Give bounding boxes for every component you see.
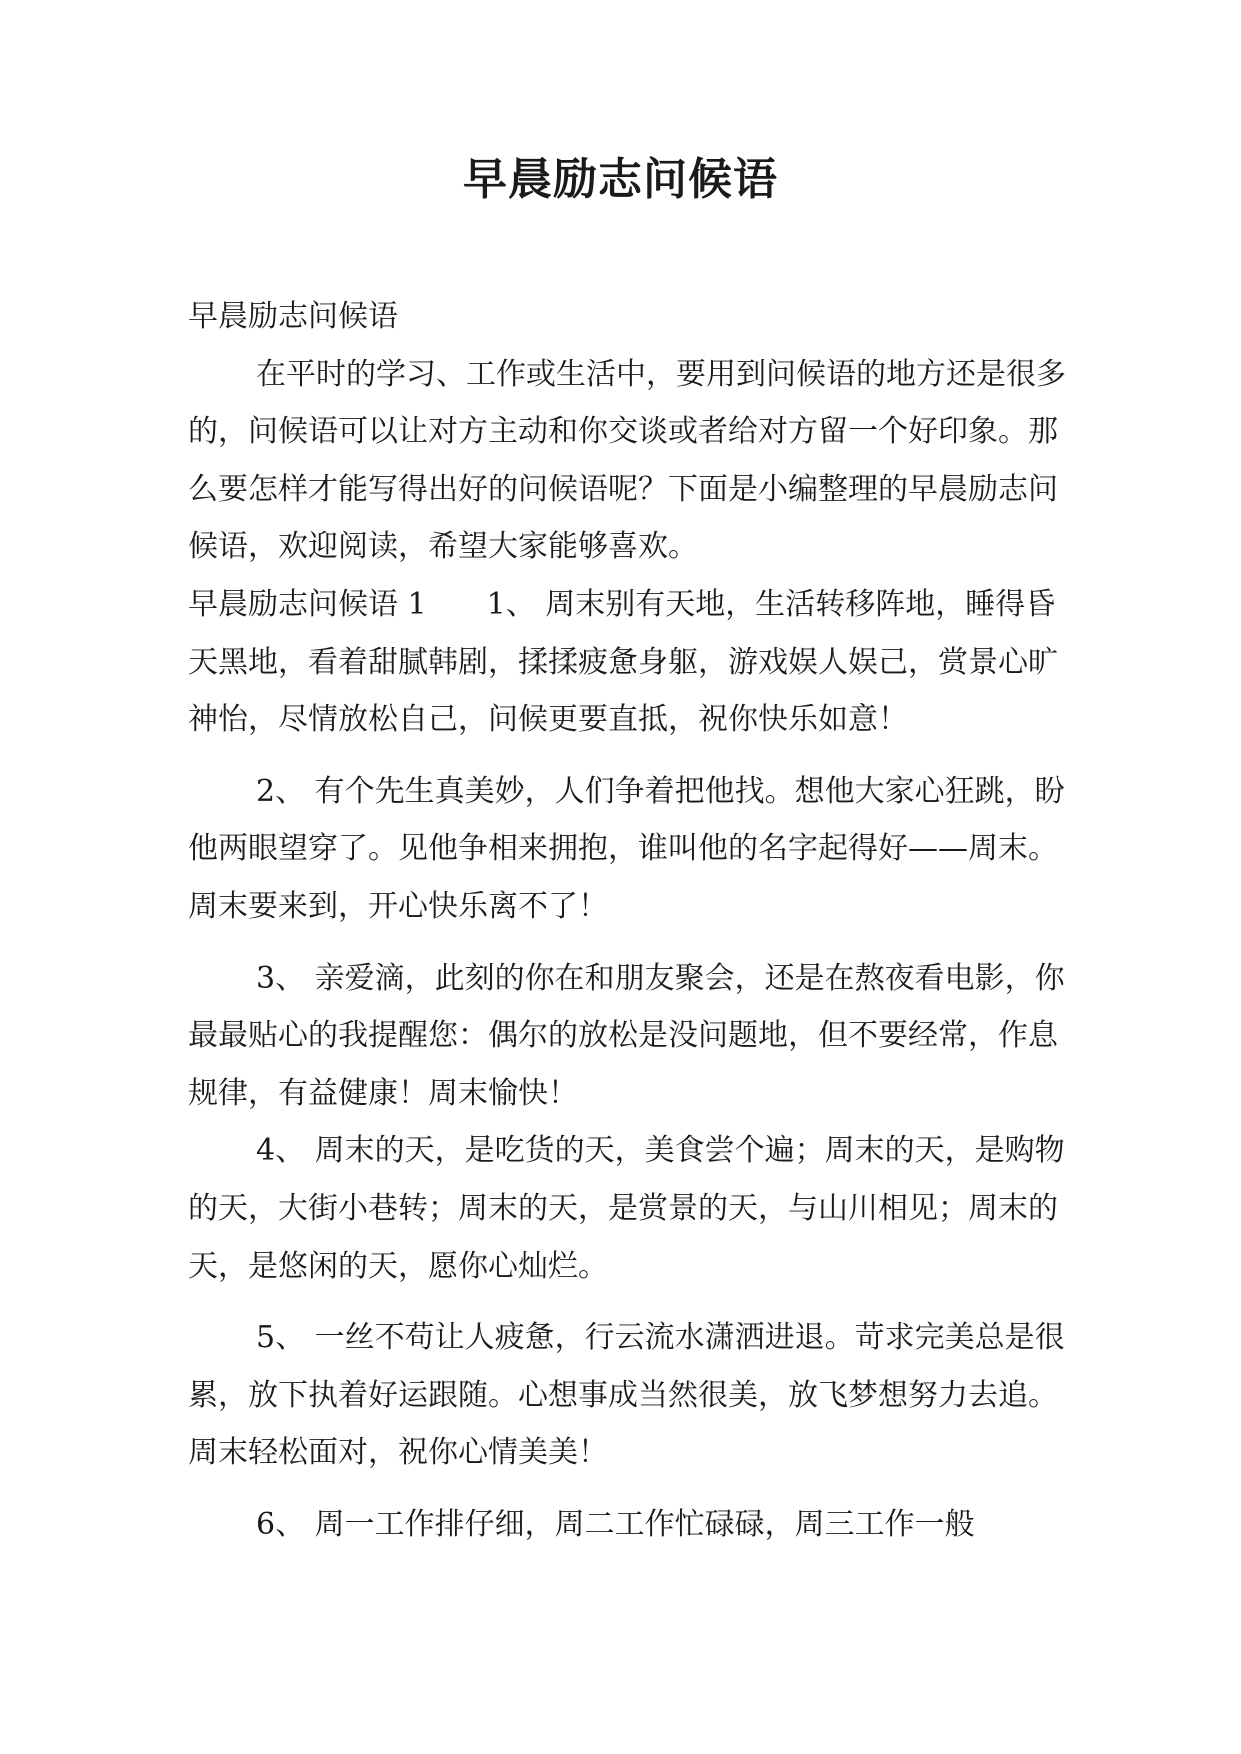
greeting-paragraph-4: 4、 周末的天，是吃货的天，美食尝个遍；周末的天，是购物的天，大街小巷转；周末的天，是赏景的天，与山川相见；周末的天，是悠闲的天，愿你心灿烂。 xyxy=(188,1133,1065,1284)
document-title: 早晨励志问候语 xyxy=(463,154,778,205)
intro-paragraph: 在平时的学习、工作或生活中，要用到问候语的地方还是很多的，问候语可以让对方主动和你交谈或者给对方留一个好印象。那么要怎样才能写得出好的问候语呢？下面是小编整理的早晨励志问候语，欢迎阅读，希望大家能够喜欢。 xyxy=(188,356,1066,565)
greeting-paragraph-2: 2、 有个先生真美妙，人们争着把他找。想他大家心狂跳，盼他两眼望穿了。见他争相来拥抱，谁叫他的名字起得好——周末。周末要来到，开心快乐离不了！ xyxy=(188,773,1065,924)
greeting-paragraph-5: 5、 一丝不苟让人疲惫，行云流水潇洒进退。苛求完美总是很累，放下执着好运跟随。心想事成当然很美，放飞梦想努力去追。周末轻松面对，祝你心情美美！ xyxy=(188,1320,1065,1471)
body-heading: 早晨励志问候语 xyxy=(188,299,398,334)
greeting-paragraph-3: 3、 亲爱滴，此刻的你在和朋友聚会，还是在熬夜看电影，你最最贴心的我提醒您：偶尔的放松是没问题地，但不要经常，作息规律，有益健康！周末愉快！ xyxy=(188,960,1065,1111)
greeting-paragraph-6: 6、 周一工作排仔细，周二工作忙碌碌，周三工作一般 xyxy=(256,1506,975,1542)
greeting-paragraph-1: 早晨励志问候语 1 1、 周末别有天地，生活转移阵地，睡得昏天黑地，看着甜腻韩剧，揉揉疲惫身躯，游戏娱人娱己，赏景心旷神怡，尽情放松自己，问候更要直抵，祝你快乐如意！ xyxy=(188,586,1058,738)
document-body xyxy=(188,288,1068,1553)
